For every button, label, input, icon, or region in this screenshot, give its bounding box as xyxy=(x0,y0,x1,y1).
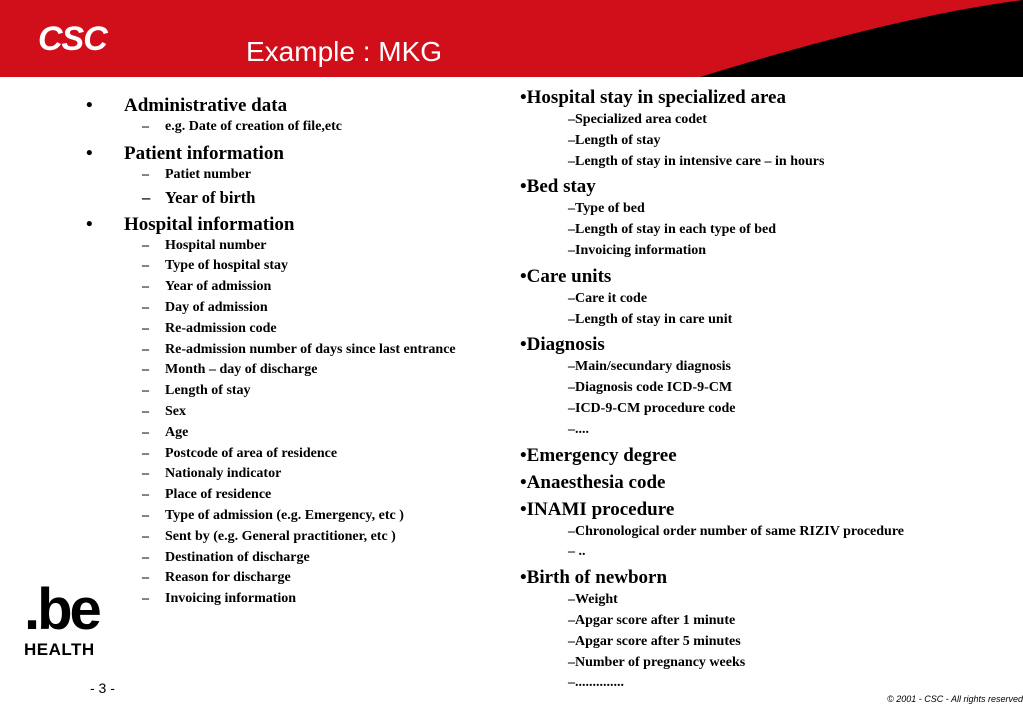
list-item: –Type of bed xyxy=(568,201,645,217)
list-item: – Nationaly indicator xyxy=(142,466,282,482)
list-item: – Type of admission (e.g. Emergency, etc ) xyxy=(142,507,404,523)
list-item: – Invoicing information xyxy=(142,591,297,607)
left-section-hospital: • Hospital information – Hospital number – Type of hospital stay – Year of admission – Day of admission – Re-admission code – Re-admission number of days since last entrance – Month – day of discharge – Length of stay – Sex – Age – Postcode of area of residence – Nationaly indicator – Place of residence – Type of admission (e.g. Emergency, etc ) – Sent by (e.g. General practitioner, etc ) – Destination of discharge – Reason for discharge – Invoicing information xyxy=(86,213,506,610)
list-item: –Length of stay xyxy=(568,132,661,148)
list-item: –Diagnosis code ICD-9-CM xyxy=(568,380,733,396)
list-item: –ICD-9-CM procedure code xyxy=(568,400,736,416)
list-item: – Re-admission number of days since last entrance xyxy=(142,341,456,357)
list-item: – Type of hospital stay xyxy=(142,258,289,274)
list-item: –.............. xyxy=(568,675,624,691)
section-label: •Hospital stay in specialized area xyxy=(520,87,786,108)
slide-title: Example : MKG xyxy=(246,36,443,67)
section-label: •Care units xyxy=(520,265,612,287)
list-item: –Length of stay in each type of bed xyxy=(568,222,777,238)
header-bar xyxy=(0,0,1023,77)
section-label: •Birth of newborn xyxy=(520,567,668,589)
list-item: – Year of admission xyxy=(142,279,272,295)
section-label: •Emergency degree xyxy=(520,444,677,466)
copyright-notice: © 2001 - CSC - All rights reserved xyxy=(887,694,1023,704)
list-item: –Chronological order number of same RIZIV procedure xyxy=(568,523,905,539)
list-item: –.... xyxy=(568,421,589,437)
section-label: •INAMI procedure xyxy=(520,498,675,520)
list-item: – Day of admission xyxy=(142,299,268,315)
csc-logo: CSC xyxy=(38,20,107,58)
right-column xyxy=(520,83,1020,694)
list-item: –Main/secundary diagnosis xyxy=(568,359,731,375)
list-item: – Place of residence xyxy=(142,487,272,503)
list-item: –Number of pregnancy weeks xyxy=(568,654,746,670)
list-item: – Year of birth xyxy=(142,187,256,207)
section-label: •Anaesthesia code xyxy=(520,471,666,493)
left-section-administrative: • Administrative data – e.g. Date of creation of file,etc xyxy=(86,94,506,138)
section-label: Patient information xyxy=(124,142,284,164)
list-item: – Length of stay xyxy=(142,383,251,399)
list-item: –Specialized area codet xyxy=(568,112,707,127)
be-health-logo xyxy=(24,577,114,660)
list-item: – Patiet number xyxy=(142,166,251,182)
page-number: - 3 - xyxy=(90,680,115,696)
be-logo-mark: .be xyxy=(24,577,99,642)
list-item: – Postcode of area of residence xyxy=(142,445,338,461)
section-label: Hospital information xyxy=(124,213,295,235)
left-section-patient: • Patient information – Patiet number – Year of birth xyxy=(86,142,506,210)
section-label: •Diagnosis xyxy=(520,334,605,356)
section-label: Administrative data xyxy=(124,95,288,116)
list-item: – e.g. Date of creation of file,etc xyxy=(142,119,342,134)
list-item: –Weight xyxy=(568,592,618,608)
header-background xyxy=(0,0,1023,77)
list-item: –Care it code xyxy=(568,290,648,306)
list-item: – Month – day of discharge xyxy=(142,362,318,378)
list-item: – Age xyxy=(142,424,189,440)
list-item: – Sex xyxy=(142,403,186,419)
left-column xyxy=(86,92,506,610)
list-item: – .. xyxy=(568,544,586,560)
health-logo-text: HEALTH xyxy=(24,640,95,659)
list-item: –Length of stay in intensive care – in hours xyxy=(568,153,825,169)
list-item: – Destination of discharge xyxy=(142,549,310,565)
list-item: –Length of stay in care unit xyxy=(568,311,733,327)
list-item: –Apgar score after 1 minute xyxy=(568,612,736,628)
list-item: – Hospital number xyxy=(142,237,267,253)
section-label: •Bed stay xyxy=(520,176,596,198)
list-item: – Re-admission code xyxy=(142,320,277,336)
list-item: –Apgar score after 5 minutes xyxy=(568,633,741,649)
list-item: – Sent by (e.g. General practitioner, etc ) xyxy=(142,528,396,544)
list-item: – Reason for discharge xyxy=(142,570,291,586)
list-item: –Invoicing information xyxy=(568,242,707,258)
